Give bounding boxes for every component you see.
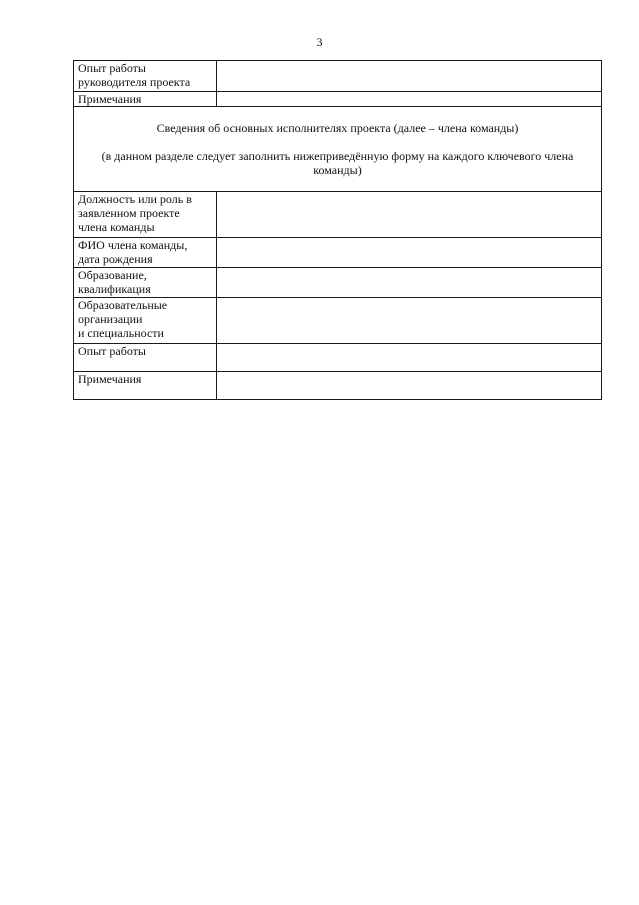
- member-experience-value-cell: [217, 344, 602, 372]
- member-role-value-cell: [217, 192, 602, 238]
- member-education-value-cell: [217, 268, 602, 298]
- team-members-section-heading: [74, 107, 602, 192]
- member-name-birthdate-value-cell: [217, 238, 602, 268]
- member-role-label: Должность или роль в заявленном проекте члена команды: [74, 192, 217, 238]
- manager-notes-value-cell: [217, 92, 602, 107]
- table-row: [74, 238, 602, 268]
- table-row: [74, 298, 602, 344]
- section-heading-line1: Сведения об основных исполнителях проекта (далее – члена команды): [156, 121, 519, 135]
- table-row: [74, 61, 602, 92]
- manager-experience-value-cell: [217, 61, 602, 92]
- member-experience-label: Опыт работы: [74, 344, 217, 372]
- team-info-form-table: [73, 60, 602, 400]
- table-row: [74, 268, 602, 298]
- table-row: [74, 107, 602, 192]
- member-education-label: Образование, квалификация: [74, 268, 217, 298]
- member-institutions-value-cell: [217, 298, 602, 344]
- member-notes-value-cell: [217, 372, 602, 400]
- section-heading-line2: (в данном разделе следует заполнить нижеприведённую форму на каждого ключевого члена команды): [101, 149, 574, 177]
- member-name-birthdate-label: ФИО члена команды, дата рождения: [74, 238, 217, 268]
- table-row: [74, 344, 602, 372]
- table-row: [74, 192, 602, 238]
- table-row: [74, 92, 602, 107]
- table-row: [74, 372, 602, 400]
- member-institutions-label: Образовательные организации и специальности: [74, 298, 217, 344]
- manager-experience-label: Опыт работы руководителя проекта: [74, 61, 217, 92]
- member-notes-label: Примечания: [74, 372, 217, 400]
- page-number: 3: [316, 35, 323, 49]
- manager-notes-label: Примечания: [74, 92, 217, 107]
